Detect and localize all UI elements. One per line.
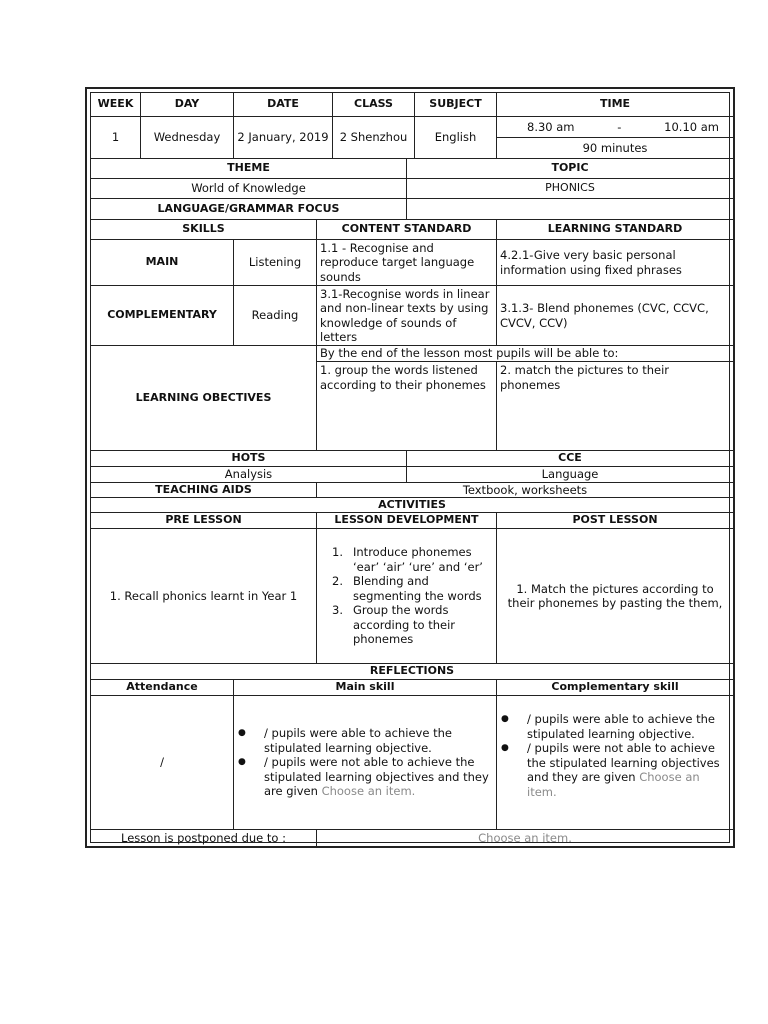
grammar-focus-value	[407, 199, 733, 220]
teaching-aids-label: TEACHING AIDS	[91, 483, 317, 498]
reflections-label: REFLECTIONS	[91, 664, 733, 680]
complementary-skill-header: Complementary skill	[497, 680, 733, 696]
main-reflection-achieved: ● / pupils were able to achieve the stipulated learning objective.	[238, 726, 452, 755]
lesson-development-label: LESSON DEVELOPMENT	[317, 513, 497, 529]
pre-lesson-text: 1. Recall phonics learnt in Year 1	[91, 529, 317, 664]
theme-label: THEME	[91, 159, 407, 179]
main-skill-value: Listening	[234, 240, 317, 286]
activities-label: ACTIVITIES	[91, 498, 733, 513]
header-week: WEEK	[91, 93, 141, 117]
topic-label: TOPIC	[407, 159, 733, 179]
main-learning-standard: 4.2.1-Give very basic personal information using fixed phrases	[497, 240, 733, 286]
header-subject: SUBJECT	[415, 93, 497, 117]
time-separator: -	[617, 119, 622, 134]
duration-value: 90 minutes	[497, 138, 733, 159]
learning-standard-label: LEARNING STANDARD	[497, 220, 733, 240]
topic-value: PHONICS	[407, 179, 733, 199]
form-table	[90, 92, 730, 843]
bullet-icon: ●	[238, 728, 246, 739]
cce-value: Language	[407, 467, 733, 483]
time-start: 8.30 am	[527, 119, 575, 134]
hots-label: HOTS	[91, 451, 407, 467]
theme-value: World of Knowledge	[91, 179, 407, 199]
main-content-standard: 1.1 - Recognise and reproduce target language sounds	[317, 240, 497, 286]
bullet-icon: ●	[501, 743, 509, 753]
attendance-value: /	[91, 696, 234, 830]
lesson-development-list	[317, 529, 497, 664]
complementary-content-standard: 3.1-Recognise words in linear and non-linear texts by using knowledge of sounds of letters	[317, 286, 497, 346]
hots-value: Analysis	[91, 467, 407, 483]
cce-label: CCE	[407, 451, 733, 467]
main-skill-label: MAIN	[91, 240, 234, 286]
post-lesson-text: 1. Match the pictures according to their phonemes by pasting the them,	[497, 529, 733, 664]
header-date: DATE	[234, 93, 333, 117]
subject-value: English	[415, 117, 497, 159]
header-class: CLASS	[333, 93, 415, 117]
bullet-icon: ●	[238, 757, 246, 768]
complementary-skill-label: COMPLEMENTARY	[91, 286, 234, 346]
week-value: 1	[91, 117, 141, 159]
time-range	[497, 117, 733, 138]
post-lesson-label: POST LESSON	[497, 513, 733, 529]
objectives-intro: By the end of the lesson most pupils will be able to:	[317, 346, 733, 362]
main-skill-reflection	[234, 696, 497, 830]
header-time: TIME	[497, 93, 733, 117]
date-value: 2 January, 2019	[234, 117, 333, 159]
class-value: 2 Shenzhou	[333, 117, 415, 159]
main-reflection-not-achieved: ● / pupils were not able to achieve the stipulated learning objectives and they are given Choose an item.	[238, 755, 489, 799]
attendance-label: Attendance	[91, 680, 234, 696]
dev-item-1: 1. Introduce phonemes ‘ear’ ‘air’ ‘ure’ and ‘er’	[332, 545, 483, 574]
comp-reflection-not-achieved: ● / pupils were not able to achieve the stipulated learning objectives and they are given Choose an item.	[501, 741, 720, 799]
teaching-aids-value: Textbook, worksheets	[317, 483, 733, 498]
pre-lesson-label: PRE LESSON	[91, 513, 317, 529]
skills-label: SKILLS	[91, 220, 317, 240]
comp-choose-item-dropdown[interactable]: Choose an item.	[527, 770, 700, 799]
day-value: Wednesday	[141, 117, 234, 159]
complementary-skill-value: Reading	[234, 286, 317, 346]
lesson-plan-form	[85, 87, 735, 848]
learning-objectives-label: LEARNING OBECTIVES	[91, 346, 317, 451]
objective-1: 1. group the words listened according to their phonemes	[317, 362, 497, 451]
bullet-icon: ●	[501, 714, 509, 724]
complementary-skill-reflection	[497, 696, 733, 830]
postponed-label: Lesson is postponed due to :	[91, 830, 317, 846]
header-day: DAY	[141, 93, 234, 117]
complementary-learning-standard: 3.1.3- Blend phonemes (CVC, CCVC, CVCV, CCV)	[497, 286, 733, 346]
postponed-choose-item-dropdown[interactable]: Choose an item.	[478, 830, 572, 845]
objective-2: 2. match the pictures to their phonemes	[497, 362, 733, 451]
main-choose-item-dropdown[interactable]: Choose an item.	[321, 784, 416, 799]
content-standard-label: CONTENT STANDARD	[317, 220, 497, 240]
time-end: 10.10 am	[664, 119, 719, 134]
dev-item-2: 2. Blending and segmenting the words	[332, 574, 482, 603]
main-skill-header: Main skill	[234, 680, 497, 696]
dev-item-3: 3. Group the words according to their phonemes	[332, 603, 455, 647]
comp-reflection-achieved: ● / pupils were able to achieve the stipulated learning objective.	[501, 712, 715, 741]
grammar-focus-label: LANGUAGE/GRAMMAR FOCUS	[91, 199, 407, 220]
